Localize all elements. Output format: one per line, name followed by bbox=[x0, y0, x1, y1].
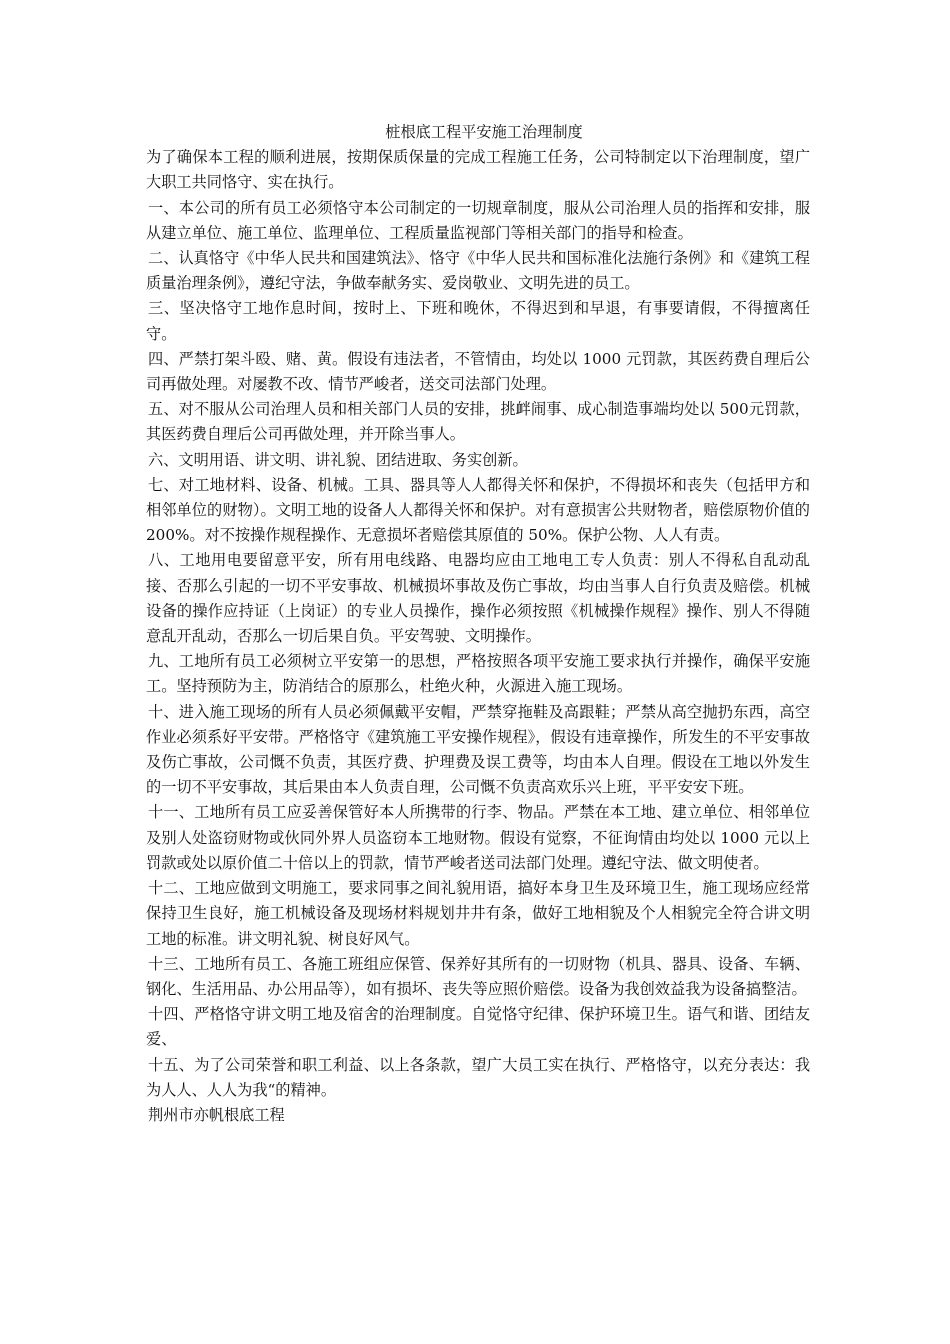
regulation-item-1: 一、本公司的所有员工必须恪守本公司制定的一切规章制度，服从公司治理人员的指挥和安排，服从建立单位、施工单位、监理单位、工程质量监视部门等相关部门的指导和检查。 bbox=[146, 198, 810, 242]
company-signature: 荆州市亦帆根底工程 bbox=[148, 1105, 285, 1124]
regulation-item-14: 十四、严格恪守讲文明工地及宿舍的治理制度。自觉恪守纪律、保护环境卫生。语气和谐、团结友爱、 bbox=[146, 1005, 810, 1049]
regulation-item-10: 十、进入施工现场的所有人员必须佩戴平安帽，严禁穿拖鞋及高跟鞋；严禁从高空抛扔东西，高空作业必须系好平安带。严格恪守《建筑施工平安操作规程》，假设有违章操作，所发生的不平安事故及伤亡事故，公司慨不负责，其医疗费、护理费及误工费等，均由本人自理。假设在工地以外发生的一切不平安事故，其后果由本人负责自理，公司慨不负责高欢乐兴上班，平平安安下班。 bbox=[146, 702, 810, 797]
regulation-item-2: 二、认真恪守《中华人民共和国建筑法》、恪守《中华人民共和国标准化法施行条例》和《建筑工程质量治理条例》，遵纪守法，争做奉献务实、爱岗敬业、文明先进的员工。 bbox=[146, 249, 810, 293]
regulation-item-9: 九、工地所有员工必须树立平安第一的思想，严格按照各项平安施工要求执行并操作，确保平安施工。坚持预防为主，防消结合的原那么，杜绝火种，火源进入施工现场。 bbox=[146, 652, 810, 696]
regulation-item-15: 十五、为了公司荣誉和职工利益、以上各条款，望广大员工实在执行、严格恪守，以充分表达：我为人人、人人为我“的精神。 bbox=[146, 1055, 810, 1099]
regulation-item-3: 三、坚决恪守工地作息时间，按时上、下班和晚休，不得迟到和早退，有事要请假，不得擅离任守。 bbox=[146, 299, 810, 343]
regulation-item-7: 七、对工地材料、设备、机械。工具、器具等人人都得关怀和保护，不得损坏和丧失（包括甲方和相邻单位的财物）。文明工地的设备人人都得关怀和保护。对有意损害公共财物者，赔偿原物价值的 200%。对不按操作规程操作、无意损坏者赔偿其原值的 50%。保护公物、人人有责。 bbox=[146, 475, 810, 545]
document-page bbox=[146, 120, 810, 1128]
regulation-item-5: 五、对不服从公司治理人员和相关部门人员的安排，挑衅闹事、成心制造事端均处以 500元罚款，其医药费自理后公司再做处理，并开除当事人。 bbox=[146, 400, 810, 444]
regulation-item-11: 十一、工地所有员工应妥善保管好本人所携带的行李、物品。严禁在本工地、建立单位、相邻单位及别人处盗窃财物或伙同外界人员盗窃本工地财物。假设有觉察，不征询情由均处以 1000 元以上罚款或处以原价值二十倍以上的罚款，情节严峻者送司法部门处理。遵纪守法、做文明使者。 bbox=[146, 803, 810, 872]
document-title: 桩根底工程平安施工治理制度 bbox=[385, 123, 583, 141]
regulation-item-4: 四、严禁打架斗殴、赌、黄。假设有违法者，不管情由，均处以 1000 元罚款，其医药费自理后公司再做处理。对屡教不改、情节严峻者，送交司法部门处理。 bbox=[146, 349, 810, 394]
intro-paragraph: 为了确保本工程的顺利进展，按期保质保量的完成工程施工任务，公司特制定以下治理制度，望广大职工共同恪守、实在执行。 bbox=[146, 148, 810, 192]
regulation-item-6: 六、文明用语、讲文明、讲礼貌、团结进取、务实创新。 bbox=[148, 450, 528, 469]
regulation-item-13: 十三、工地所有员工、各施工班组应保管、保养好其所有的一切财物（机具、器具、设备、车辆、钢化、生活用品、办公用品等），如有损坏、丧失等应照价赔偿。设备为我创效益我为设备搞整洁。 bbox=[146, 954, 810, 998]
regulation-item-8: 八、工地用电要留意平安，所有用电线路、电器均应由工地电工专人负责：别人不得私自乱动乱接、否那么引起的一切不平安事故、机械损坏事故及伤亡事故，均由当事人自行负责及赔偿。机械设备的操作应持证（上岗证）的专业人员操作，操作必须按照《机械操作规程》操作、别人不得随意乱开乱动，否那么一切后果自负。平安驾驶、文明操作。 bbox=[146, 551, 810, 646]
regulation-item-12: 十二、工地应做到文明施工，要求同事之间礼貌用语，搞好本身卫生及环境卫生，施工现场应经常保持卫生良好，施工机械设备及现场材料规划井井有条，做好工地相貌及个人相貌完全符合讲文明工地的标准。讲文明礼貌、树良好风气。 bbox=[146, 879, 810, 948]
